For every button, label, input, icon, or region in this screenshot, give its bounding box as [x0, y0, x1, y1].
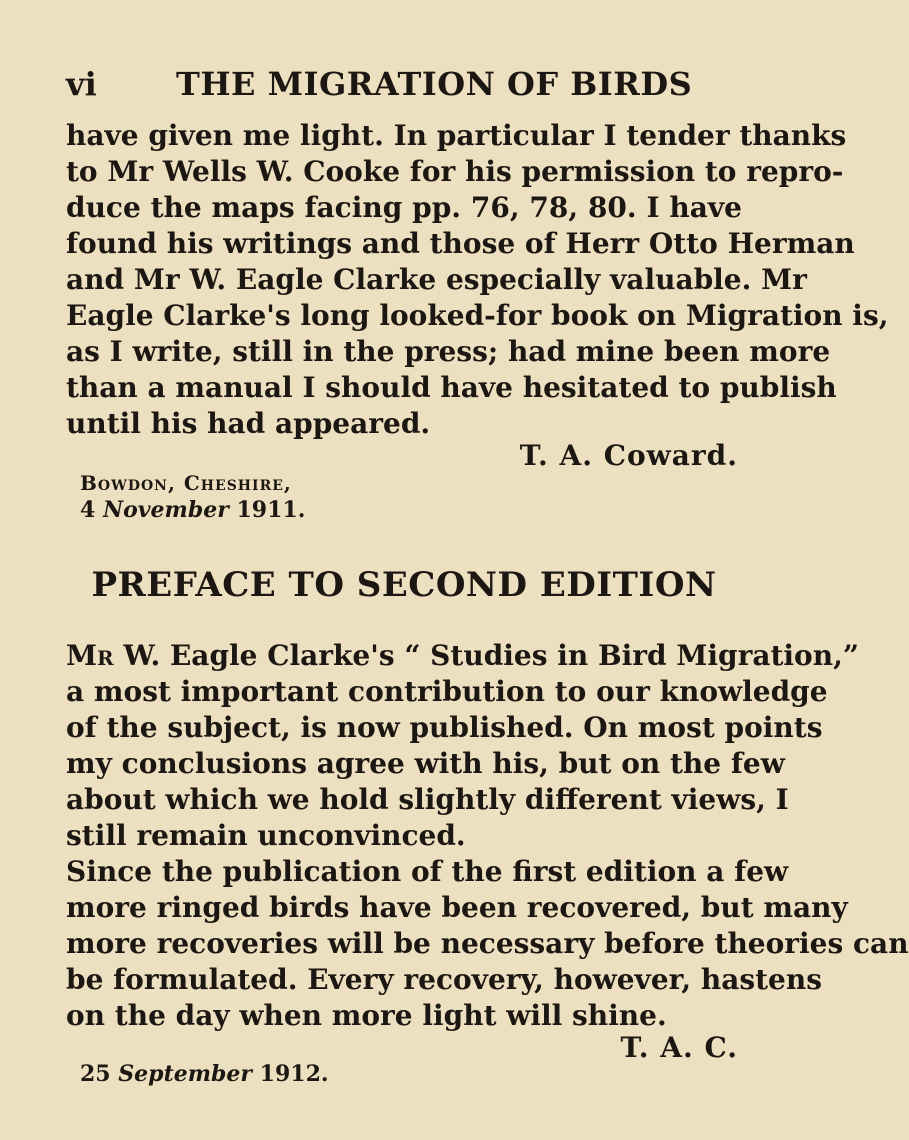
text-line: Since the publication of the first edition a few — [66, 855, 789, 888]
text-line: more recoveries will be necessary before theories can — [66, 927, 909, 960]
text-line: found his writings and those of Herr Otto Herman — [66, 227, 855, 260]
text-line: duce the maps facing pp. 76, 78, 80. I have — [66, 191, 742, 224]
text-line: still remain unconvinced. — [66, 819, 466, 852]
text-line-rest: W. Eagle Clarke's “ Studies in Bird Migration,” — [113, 639, 859, 672]
date-line — [80, 496, 305, 524]
text-line: a most important contribution to our knowledge — [66, 675, 828, 708]
text-line: about which we hold slightly different views, I — [66, 783, 789, 816]
date-day: 25 — [80, 1061, 111, 1087]
section-title: PREFACE TO SECOND EDITION — [91, 565, 717, 605]
text-line: of the subject, is now published. On most points — [66, 711, 823, 744]
page-header — [66, 64, 746, 104]
text-line: on the day when more light will shine. — [66, 999, 667, 1032]
running-title: THE MIGRATION OF BIRDS — [176, 65, 693, 103]
date-day: 4 — [80, 497, 96, 523]
text-line: more ringed birds have been recovered, but many — [66, 891, 848, 924]
date-month: November — [102, 497, 229, 523]
text-line: as I write, still in the press; had mine been more — [66, 335, 831, 368]
text-line: have given me light. In particular I tender thanks — [66, 119, 847, 152]
date-month: September — [118, 1061, 252, 1087]
date-year: 1911. — [236, 497, 306, 523]
author-signature: T. A. Coward. — [519, 439, 738, 472]
text-line: my conclusions agree with his, but on the few — [66, 747, 785, 780]
date-year: 1912. — [259, 1061, 329, 1087]
initials-signature: T. A. C. — [620, 1031, 738, 1064]
date-line — [80, 1060, 329, 1088]
text-line: be formulated. Every recovery, however, hastens — [66, 963, 822, 996]
text-line: until his had appeared. — [66, 407, 431, 440]
text-line: to Mr Wells W. Cooke for his permission to repro- — [66, 155, 844, 188]
place-line: Bowdon, Cheshire, — [80, 471, 292, 495]
opening-word: Mr — [66, 639, 114, 672]
text-line: Eagle Clarke's long looked-for book on Migration is, — [66, 299, 889, 332]
text-line: than a manual I should have hesitated to publish — [66, 371, 837, 404]
text-line: and Mr W. Eagle Clarke especially valuable. Mr — [66, 263, 807, 296]
page-number: vi — [66, 65, 97, 103]
text-line — [66, 638, 859, 674]
